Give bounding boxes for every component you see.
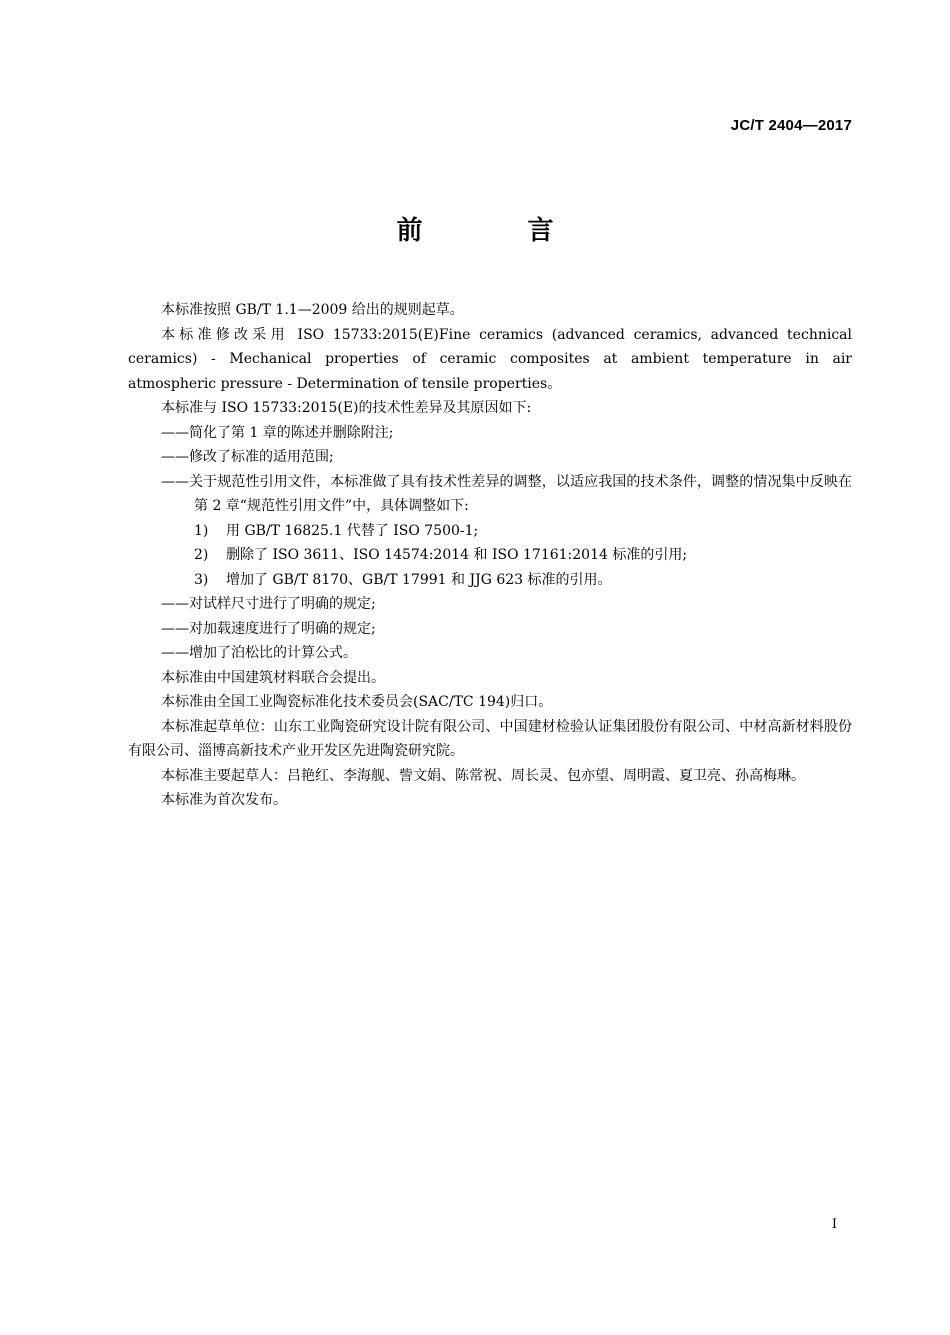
sub-item-3-number: 3) <box>194 571 209 588</box>
paragraph-committee: 本标准由全国工业陶瓷标准化技术委员会(SAC/TC 194)归口。 <box>161 694 553 710</box>
page-title: 前 言 <box>396 216 602 246</box>
difference-item-1: ——简化了第 1 章的陈述并删除附注; <box>161 424 394 441</box>
difference-item-5: ——对加载速度进行了明确的规定; <box>161 620 376 637</box>
paragraph-proposer: 本标准由中国建筑材料联合会提出。 <box>161 669 385 686</box>
sub-item-3-text: 增加了 GB/T 8170、GB/T 17991 和 JJG 623 标准的引用。 <box>226 571 612 588</box>
paragraph-drafters: 本标准主要起草人：吕艳红、李海舰、訾文娟、陈常祝、周长灵、包亦望、周明霞、夏卫亮、孙高梅琳。 <box>161 767 805 784</box>
difference-item-2: ——修改了标准的适用范围; <box>161 449 334 465</box>
sub-item-2-text: 删除了 ISO 3611、ISO 14574:2014 和 ISO 17161:2014 标准的引用; <box>226 547 688 563</box>
paragraph-first-release: 本标准为首次发布。 <box>161 792 287 808</box>
paragraph-adoption-line-3: atmospheric pressure - Determination of tensile properties。 <box>128 375 562 392</box>
sub-item-2 <box>128 543 852 568</box>
document-body <box>128 298 852 813</box>
standard-code: JC/T 2404—2017 <box>730 117 852 134</box>
page-number: I <box>831 1217 837 1232</box>
difference-item-3: ——关于规范性引用文件，本标准做了具有技术性差异的调整，以适应我国的技术条件，调整的情况集中反映在第 2 章“规范性引用文件”中，具体调整如下: <box>161 473 852 514</box>
difference-item-4: ——对试样尺寸进行了明确的规定; <box>161 596 376 612</box>
paragraph-drafting-rules: 本标准按照 GB/T 1.1—2009 给出的规则起草。 <box>161 302 464 318</box>
sub-item-1 <box>128 519 852 544</box>
sub-item-1-text: 用 GB/T 16825.1 代替了 ISO 7500-1; <box>226 522 479 539</box>
paragraph-adoption-line-1: 本标准修改采用 ISO 15733:2015(E)Fine ceramics (advanced ceramics, advanced technical <box>161 326 852 343</box>
paragraph-adoption-line-2: ceramics) - Mechanical properties of ceramic composites at ambient temperature in air <box>128 351 852 367</box>
paragraph-differences-intro: 本标准与 ISO 15733:2015(E)的技术性差异及其原因如下: <box>161 400 532 416</box>
difference-item-6: ——增加了泊松比的计算公式。 <box>161 645 357 661</box>
sub-item-3 <box>128 568 852 593</box>
paragraph-drafting-units: 本标准起草单位：山东工业陶瓷研究设计院有限公司、中国建材检验认证集团股份有限公司、中材高新材料股份有限公司、淄博高新技术产业开发区先进陶瓷研究院。 <box>128 718 852 759</box>
sub-item-2-number: 2) <box>194 547 209 563</box>
sub-item-1-number: 1) <box>194 522 209 539</box>
